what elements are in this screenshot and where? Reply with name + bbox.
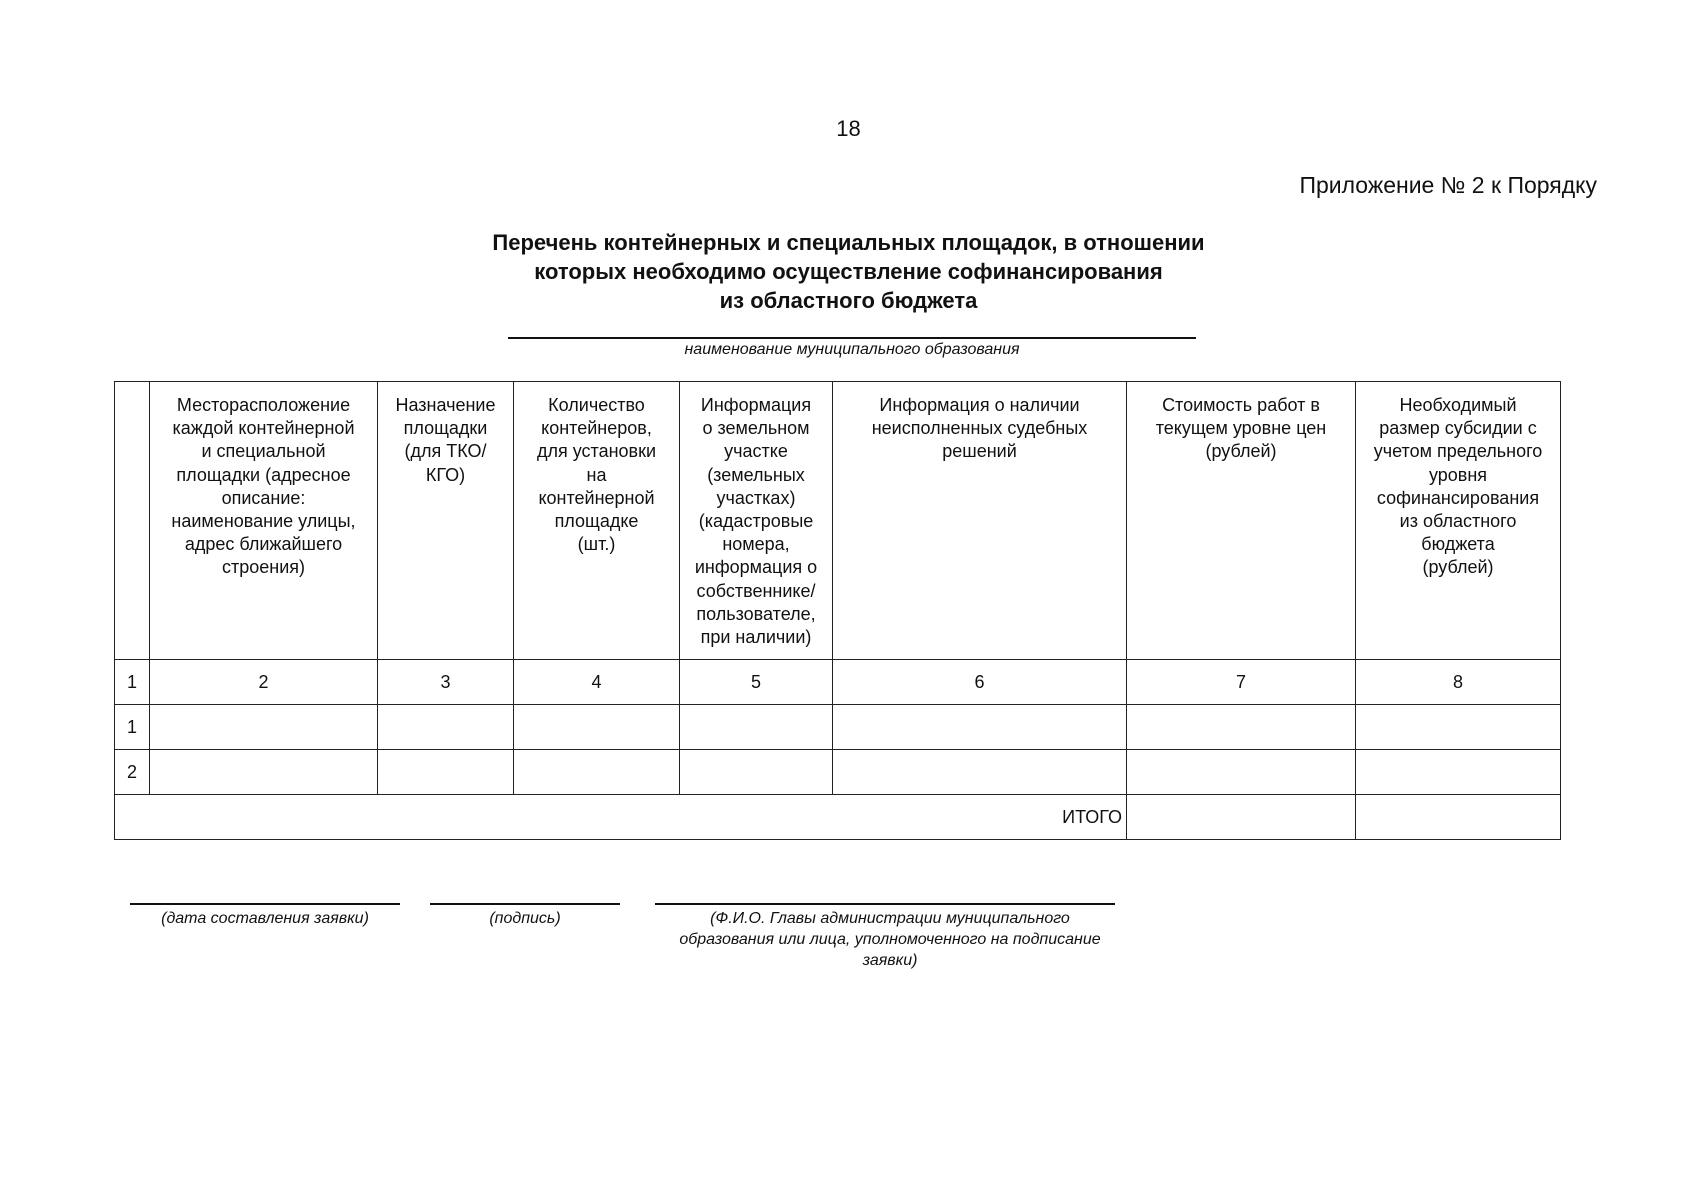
header-line: номера, [722,534,790,555]
table-cell[interactable] [150,750,378,795]
header-line: адрес ближайшего [184,534,343,555]
header-line: (рублей) [1205,441,1277,462]
table-cell[interactable] [514,750,680,795]
header-line: размер субсидии с [1379,418,1537,439]
header-cell [1127,382,1356,660]
header-line: о земельном [702,418,810,439]
table-cell[interactable] [680,750,833,795]
header-line: для установки [536,441,657,462]
title-line-2: которых необходимо осуществление софинансирования [534,259,1163,284]
name-caption [600,908,1180,971]
header-line: каждой контейнерной [172,418,355,439]
column-number: 7 [1127,660,1356,705]
header-line: софинансирования [1376,487,1540,508]
table-cell[interactable] [1127,750,1356,795]
header-cell [833,382,1127,660]
header-line: участках) [716,487,796,508]
total-cost-cell[interactable] [1127,795,1356,840]
header-line: площадки [403,418,488,439]
header-line: при наличии) [700,627,812,648]
column-number: 1 [115,660,150,705]
header-line: решений [942,441,1017,462]
header-cell [150,382,378,660]
row-index: 2 [115,750,150,795]
table-cell[interactable] [378,705,514,750]
header-line: текущем уровне цен [1155,418,1327,439]
page-number: 18 [836,116,861,141]
header-cell [378,382,514,660]
table-cell[interactable] [150,705,378,750]
column-number: 3 [378,660,514,705]
header-line: и специальной [201,441,326,462]
header-cell [680,382,833,660]
header-line: неисполненных судебных [871,418,1088,439]
header-line: Назначение [395,395,496,415]
column-number: 4 [514,660,680,705]
header-line: Месторасположение [176,395,351,415]
header-line: (шт.) [577,534,616,555]
header-line: контейнеров, [541,418,652,439]
municipality-input-line[interactable] [508,337,1196,339]
header-line: участке [724,441,788,462]
sites-table [114,381,1561,840]
municipality-caption: наименование муниципального образования [684,341,1020,358]
header-line: на [586,464,607,485]
header-line: Необходимый [1399,395,1517,415]
table-row [115,750,1561,795]
document-title [0,228,1697,315]
column-number: 5 [680,660,833,705]
header-line: наименование улицы, [171,511,356,532]
header-line: (кадастровые [698,511,814,532]
header-cell [1356,382,1561,660]
column-number: 8 [1356,660,1561,705]
column-number: 2 [150,660,378,705]
column-number-row [115,660,1561,705]
total-label: ИТОГО [115,795,1127,840]
header-line: пользователе, [696,603,816,624]
name-caption-line-2: образования или лица, уполномоченного на подписание [679,931,1101,948]
header-line: площадки (адресное [176,464,351,485]
header-cell [115,382,150,660]
table-cell[interactable] [514,705,680,750]
header-line: строения) [221,557,305,578]
table-cell[interactable] [1356,705,1561,750]
header-line: Информация [700,395,812,415]
signature-line[interactable] [430,903,620,905]
table-cell[interactable] [833,750,1127,795]
table-cell[interactable] [378,750,514,795]
header-line: (земельных [707,464,805,485]
date-signature-line[interactable] [130,903,400,905]
header-line: Стоимость работ в [1162,395,1320,415]
table-cell[interactable] [1127,705,1356,750]
header-line: Количество [548,395,645,415]
header-line: из областного [1399,511,1517,532]
total-subsidy-cell[interactable] [1356,795,1561,840]
column-number: 6 [833,660,1127,705]
table-header-row [115,382,1561,660]
header-line: Информация о наличии [879,395,1080,415]
header-line: (для ТКО/ [404,441,487,462]
header-line: площадке [554,511,639,532]
header-line: КГО) [425,464,466,485]
table-cell[interactable] [680,705,833,750]
header-cell [514,382,680,660]
header-line: учетом предельного [1373,441,1543,462]
table-cell[interactable] [1356,750,1561,795]
title-line-3: из областного бюджета [719,288,978,313]
title-line-1: Перечень контейнерных и специальных площадок, в отношении [492,230,1205,255]
name-caption-line-1: (Ф.И.О. Главы администрации муниципального [710,910,1070,927]
appendix-label: Приложение № 2 к Порядку [1299,172,1597,198]
header-line: уровня [1428,464,1488,485]
header-line: собственнике/ [696,580,816,601]
header-line: информация о [694,557,818,578]
date-caption: (дата составления заявки) [161,910,369,927]
signature-caption: (подпись) [489,910,561,927]
header-line: (рублей) [1422,557,1494,578]
header-line: контейнерной [538,487,655,508]
row-index: 1 [115,705,150,750]
table-cell[interactable] [833,705,1127,750]
header-line: бюджета [1421,534,1495,555]
name-signature-line[interactable] [655,903,1115,905]
name-caption-line-3: заявки) [862,952,918,969]
table-row [115,705,1561,750]
header-line: описание: [221,487,306,508]
total-row [115,795,1561,840]
